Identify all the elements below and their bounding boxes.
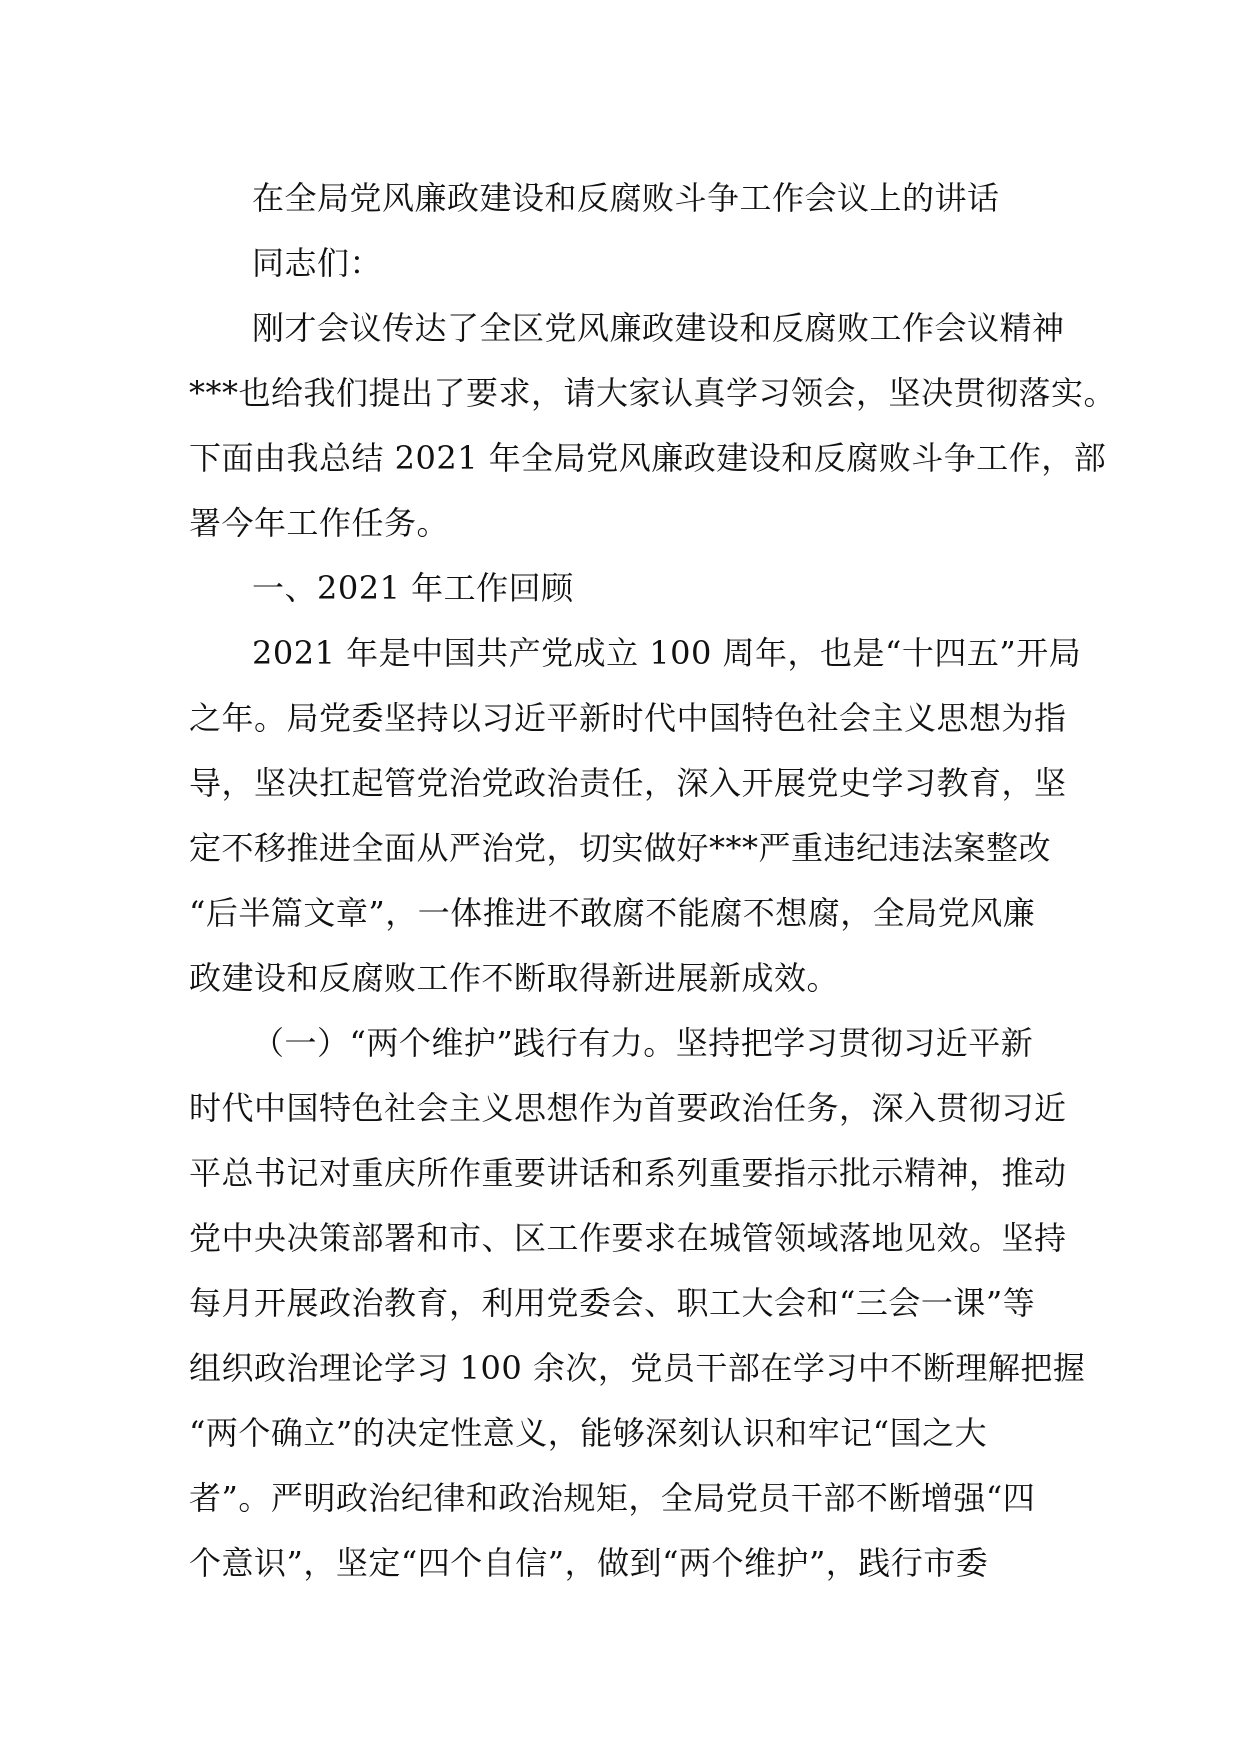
- text-line: 下面由我总结 2021 年全局党风廉政建设和反腐败斗争工作，部: [189, 439, 1107, 477]
- text-line: 者”。严明政治纪律和政治规矩，全局党员干部不断增强“四: [189, 1479, 1036, 1517]
- paragraph-intro: [189, 296, 1117, 556]
- text-line: 个意识”，坚定“四个自信”，做到“两个维护”，践行市委: [189, 1544, 989, 1582]
- section-heading: 一、2021 年工作回顾: [252, 569, 574, 607]
- text-line: 党中央决策部署和市、区工作要求在城管领域落地见效。坚持: [189, 1219, 1067, 1257]
- text-line: （一）“两个维护”践行有力。坚持把学习贯彻习近平新: [252, 1024, 1034, 1062]
- document-body: [189, 166, 1117, 1596]
- text-line: 导，坚决扛起管党治党政治责任，深入开展党史学习教育，坚: [189, 764, 1067, 802]
- salutation: 同志们：: [252, 244, 383, 282]
- text-line: 每月开展政治教育，利用党委会、职工大会和“三会一课”等: [189, 1284, 1036, 1322]
- paragraph-subsection-1: [189, 1011, 1086, 1596]
- text-line: 组织政治理论学习 100 余次，党员干部在学习中不断理解把握: [189, 1349, 1086, 1387]
- document-title: 在全局党风廉政建设和反腐败斗争工作会议上的讲话: [252, 179, 1000, 217]
- text-line: 刚才会议传达了全区党风廉政建设和反腐败工作会议精神: [252, 309, 1065, 347]
- text-line: 时代中国特色社会主义思想作为首要政治任务，深入贯彻习近: [189, 1089, 1067, 1127]
- text-line: 政建设和反腐败工作不断取得新进展新成效。: [189, 959, 840, 997]
- text-line: “后半篇文章”，一体推进不敢腐不能腐不想腐，全局党风廉: [189, 894, 1036, 932]
- text-line: 之年。局党委坚持以习近平新时代中国特色社会主义思想为指: [189, 699, 1067, 737]
- text-line: 定不移推进全面从严治党，切实做好***严重违纪违法案整改: [189, 829, 1052, 867]
- text-line: 署今年工作任务。: [189, 504, 450, 542]
- text-line: ***也给我们提出了要求，请大家认真学习领会，坚决贯彻落实。: [189, 374, 1117, 412]
- text-line: 2021 年是中国共产党成立 100 周年，也是“十四五”开局: [252, 634, 1082, 672]
- text-line: “两个确立”的决定性意义，能够深刻认识和牢记“国之大: [189, 1414, 988, 1452]
- text-line: 平总书记对重庆所作重要讲话和系列重要指示批示精神，推动: [189, 1154, 1067, 1192]
- paragraph-review: [189, 621, 1082, 1011]
